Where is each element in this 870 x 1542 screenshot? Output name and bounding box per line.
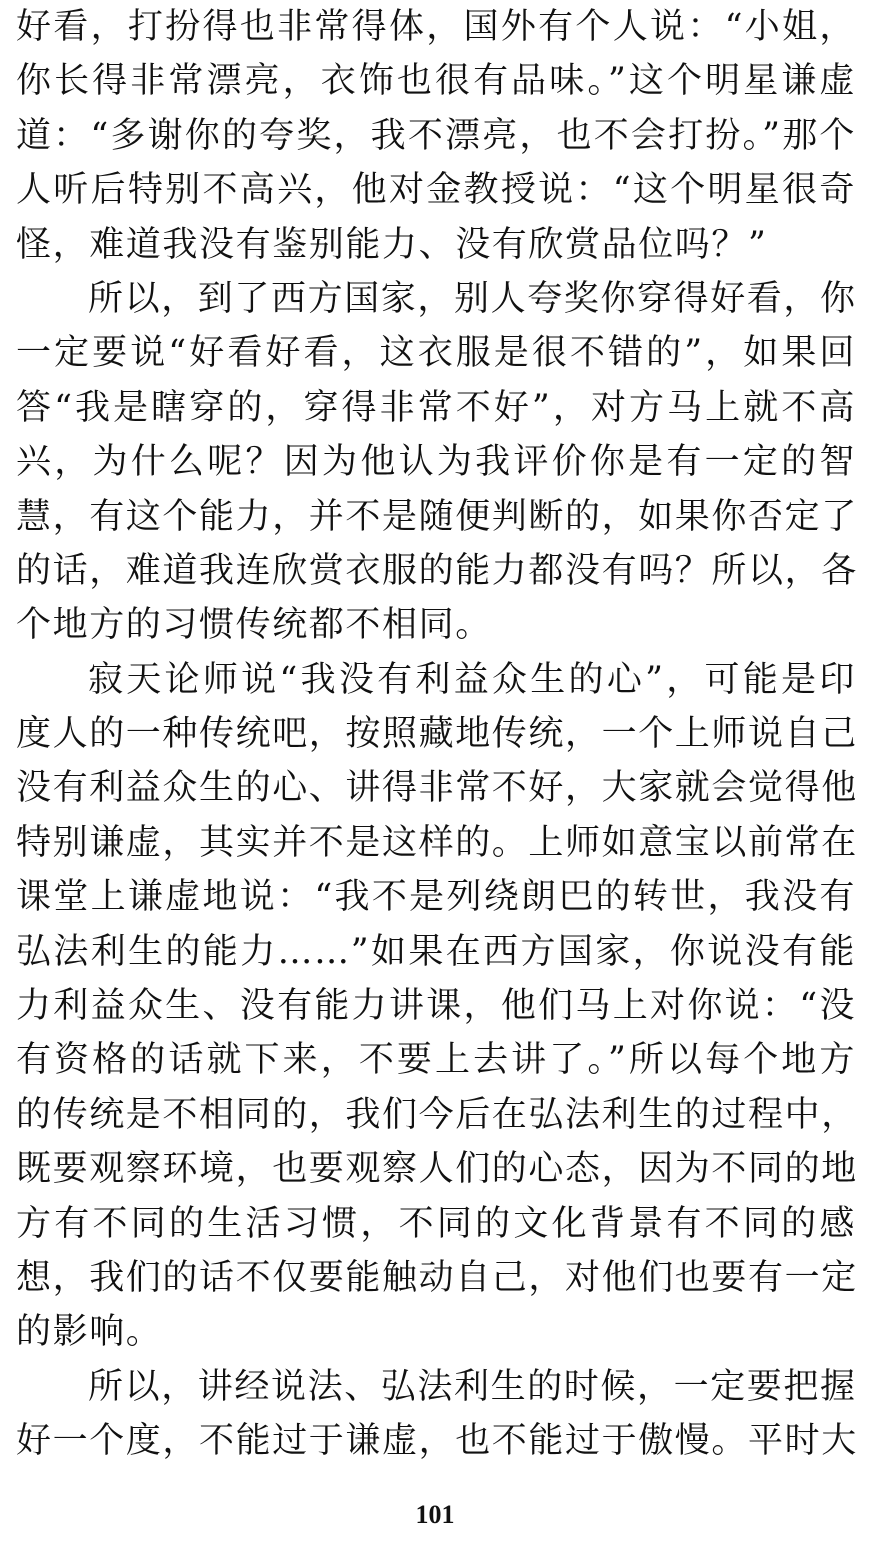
text-line: 你长得非常漂亮，衣饰也很有品味。”这个明星谦虚 bbox=[16, 61, 856, 102]
text-line: 答“我是瞎穿的，穿得非常不好”，对方马上就不高 bbox=[16, 387, 856, 428]
text-line: 兴，为什么呢？因为他认为我评价你是有一定的智 bbox=[16, 442, 856, 483]
text-line: 的传统是不相同的，我们今后在弘法利生的过程中， bbox=[16, 1094, 858, 1135]
body-text bbox=[16, 0, 856, 1469]
text-line: 没有利益众生的心、讲得非常不好，大家就会觉得他 bbox=[16, 768, 858, 809]
page-number: 101 bbox=[415, 1500, 455, 1529]
text-line: 既要观察环境，也要观察人们的心态，因为不同的地 bbox=[16, 1149, 858, 1190]
text-line: 所以，到了西方国家，别人夸奖你穿得好看，你 bbox=[88, 278, 857, 319]
text-line: 特别谦虚，其实并不是这样的。上师如意宝以前常在 bbox=[16, 822, 858, 863]
text-line: 力利益众生、没有能力讲课，他们马上对你说：“没 bbox=[16, 986, 856, 1027]
text-line: 人听后特别不高兴，他对金教授说：“这个明星很奇 bbox=[16, 170, 856, 211]
text-line: 度人的一种传统吧，按照藏地传统，一个上师说自己 bbox=[16, 714, 858, 755]
text-line: 一定要说“好看好看，这衣服是很不错的”，如果回 bbox=[16, 333, 856, 374]
text-line: 慧，有这个能力，并不是随便判断的，如果你否定了 bbox=[16, 496, 858, 537]
text-line: 个地方的习惯传统都不相同。 bbox=[16, 605, 492, 646]
text-line: 寂天论师说“我没有利益众生的心”，可能是印 bbox=[88, 659, 856, 700]
text-line: 的话，难道我连欣赏衣服的能力都没有吗？所以，各 bbox=[16, 550, 858, 591]
text-line: 有资格的话就下来，不要上去讲了。”所以每个地方 bbox=[16, 1040, 856, 1081]
text-line: 怪，难道我没有鉴别能力、没有欣赏品位吗？” bbox=[16, 224, 768, 265]
text-line: 想，我们的话不仅要能触动自己，对他们也要有一定 bbox=[16, 1257, 858, 1298]
text-line: 弘法利生的能力……”如果在西方国家，你说没有能 bbox=[16, 931, 856, 972]
text-line: 好看，打扮得也非常得体，国外有个人说：“小姐， bbox=[16, 7, 856, 47]
text-line: 所以，讲经说法、弘法利生的时候，一定要把握 bbox=[88, 1366, 857, 1407]
text-line: 道：“多谢你的夸奖，我不漂亮，也不会打扮。”那个 bbox=[16, 115, 856, 156]
text-line: 方有不同的生活习惯，不同的文化背景有不同的感 bbox=[16, 1203, 856, 1244]
text-line: 的影响。 bbox=[16, 1312, 163, 1353]
text-line: 课堂上谦虚地说：“我不是列绕朗巴的转世，我没有 bbox=[16, 877, 856, 918]
text-line: 好一个度，不能过于谦虚，也不能过于傲慢。平时大 bbox=[16, 1421, 858, 1462]
